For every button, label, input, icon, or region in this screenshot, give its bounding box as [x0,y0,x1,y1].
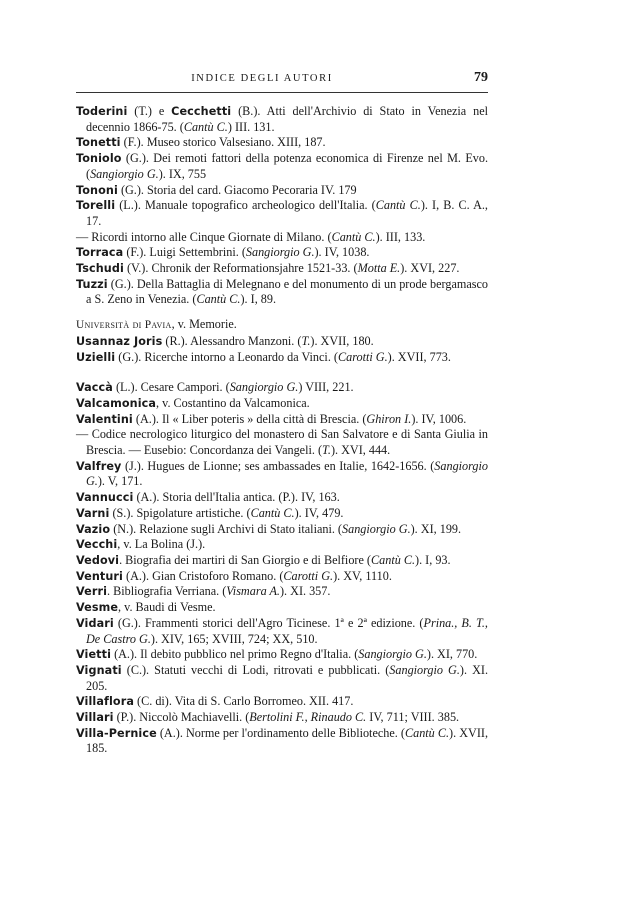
author-name: Vaccà [76,381,113,395]
author-name: Vedovi [76,553,120,567]
author-name: Verri [76,585,108,599]
author-name: Toniolo [76,152,122,166]
index-entry: Vedovi. Biografia dei martiri di San Giorgio e di Belfiore (Cantù C.). I, 93. [76,552,451,567]
index-entry: Vecchi, v. La Bolina (J.). [76,537,206,552]
author-name: Tschudi [76,262,124,276]
index-entry: Torelli (L.). Manuale topografico archeologico dell'Italia. (Cantù C.). I, B. C. A., 17. [76,198,488,228]
index-entry: Vesme, v. Baudi di Vesme. [76,600,216,615]
index-entry: Usannaz Joris (R.). Alessandro Manzoni. (T.). XVII, 180. [76,333,374,348]
index-entry: Valfrey (J.). Hugues de Lionne; ses ambassades en Italie, 1642-1656. (Sangiorgio G.). V, 171. [76,458,488,489]
author-name: Villari [76,711,114,725]
index-entry: Venturi (A.). Gian Cristoforo Romano. (Carotti G.). XV, 1110. [76,568,392,583]
author-name: Vecchi [76,538,118,552]
index-entry: Vietti (A.). Il debito pubblico nel primo Regno d'Italia. (Sangiorgio G.). XI, 770. [76,647,478,662]
index-entry: Vidari (G.). Frammenti storici dell'Agro Ticinese. 1ª e 2ª edizione. (Prina., B. T., De Castro G.). XIV, 165; XVIII, 724; XX, 510. [76,615,488,646]
header-title: INDICE DEGLI AUTORI [191,73,333,84]
author-name: Cecchetti [171,105,232,118]
section-gap [76,365,488,380]
index-entry: Vignati (C.). Statuti vecchi di Lodi, ritrovati e pubblicati. (Sangiorgio G.). XI. 205. [76,662,488,693]
index-entry: — Codice necrologico liturgico del monastero di San Salvatore e di Santa Giulia in Brescia. — Eusebio: Concordanza dei Vangeli. (T.). XVI, 444. [76,427,489,458]
index-entry: Vannucci (A.). Storia dell'Italia antica. (P.). IV, 163. [76,490,340,505]
index-entry: Tschudi (V.). Chronik der Reformationsjahre 1521-33. (Motta E.). XVI, 227. [76,261,460,276]
index-entry: Villaflora (C. di). Vita di S. Carlo Borromeo. XII. 417. [76,694,354,709]
author-name: Valentini [76,412,133,426]
author-name: Vannucci [76,491,134,505]
author-name: Venturi [76,569,123,583]
author-name: Valfrey [76,459,122,473]
index-entry: Tononi (G.). Storia del card. Giacomo Pecoraria IV. 179 [76,182,357,197]
author-name: Uzielli [76,350,116,364]
author-name: Vazio [76,522,111,536]
author-name: Vidari [76,616,114,630]
index-entry: Varni (S.). Spigolature artistiche. (Cantù C.). IV, 479. [76,505,344,520]
author-name: Toderini [76,105,128,118]
index-entry: Vazio (N.). Relazione sugli Archivi di Stato italiani. (Sangiorgio G.). XI, 199. [76,521,462,536]
index-entry: Tonetti (F.). Museo storico Valsesiano. XIII, 187. [76,135,326,150]
index-entry: Tuzzi (G.). Della Battaglia di Melegnano e del monumento di un prode bergamasco a S. Zeno in Venezia. (Cantù C.). I, 89. [76,276,488,307]
page-number: 79 [474,70,488,85]
index-entry: Vaccà (L.). Cesare Campori. (Sangiorgio G.) VIII, 221. [76,380,354,395]
section-gap [76,308,488,317]
author-name: Usannaz Joris [76,334,163,348]
index-entry: Valcamonica, v. Costantino da Valcamonica. [76,395,310,410]
index-entry: Toderini (T.) e Cecchetti (B.). Atti dell'Archivio di Stato in Venezia nel decennio 1866-75. (Cantù C.) III. 131. [76,104,488,134]
index-entry: Torraca (F.). Luigi Settembrini. (Sangiorgio G.). IV, 1038. [76,245,370,260]
index-body [76,104,488,757]
index-entry: Villa-Pernice (A.). Norme per l'ordinamento delle Biblioteche. (Cantù C.). XVII, 185. [76,725,488,756]
author-name: Tononi [76,183,118,197]
header-rule [76,92,488,93]
index-entry: Toniolo (G.). Dei remoti fattori della potenza economica di Firenze nel M. Evo. (Sangiorgio G.). IX, 755 [76,151,488,181]
author-name: Vesme [76,601,119,615]
author-name: Varni [76,506,110,520]
author-name: Vignati [76,663,122,677]
author-name: Università di Pavia [76,319,172,332]
author-name: Torraca [76,246,124,260]
index-entry: Università di Pavia, v. Memorie. [76,317,237,332]
author-name: Villa-Pernice [76,726,157,740]
author-name: Torelli [76,199,116,213]
index-entry: Villari (P.). Niccolò Machiavelli. (Bertolini F., Rinaudo C. IV, 711; VIII. 385. [76,710,460,725]
index-entry: — Ricordi intorno alle Cinque Giornate di Milano. (Cantù C.). III, 133. [76,229,426,244]
author-name: Vietti [76,648,112,662]
index-entry: Uzielli (G.). Ricerche intorno a Leonardo da Vinci. (Carotti G.). XVII, 773. [76,349,451,364]
index-entry: Valentini (A.). Il « Liber poteris » della città di Brescia. (Ghiron I.). IV, 1006. [76,411,467,426]
author-name: Valcamonica [76,396,157,410]
author-name: Tonetti [76,136,121,150]
author-name: Villaflora [76,695,134,709]
author-name: Tuzzi [76,277,108,291]
running-header [76,70,488,88]
index-entry: Verri. Bibliografia Verriana. (Vismara A.). XI. 357. [76,584,331,599]
